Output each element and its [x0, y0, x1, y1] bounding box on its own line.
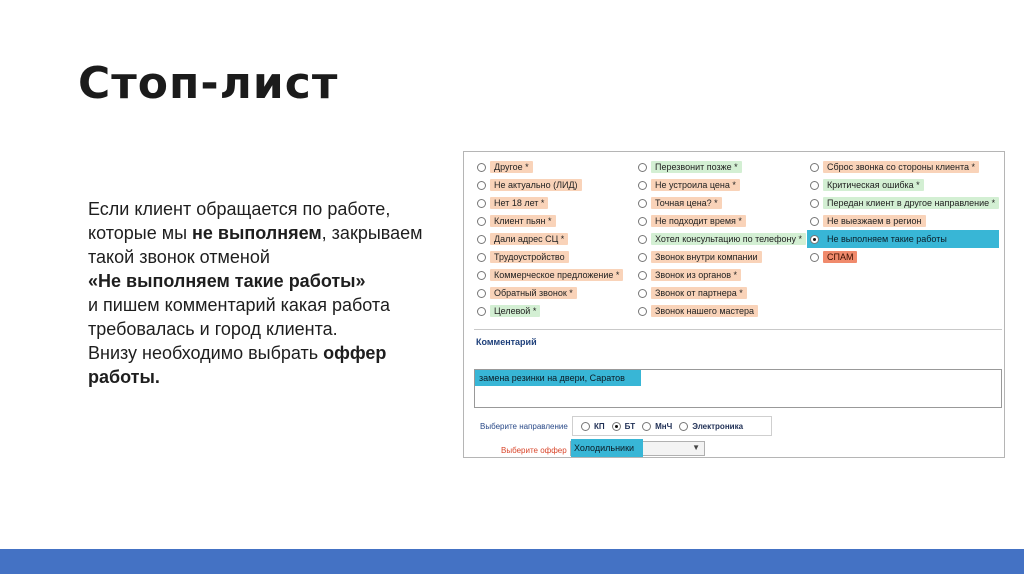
description-bold-part: «Не выполняем такие работы»	[88, 271, 366, 291]
description-paragraph-2	[88, 269, 448, 293]
call-result-option[interactable]	[638, 284, 806, 302]
radio-button-icon[interactable]	[642, 422, 651, 431]
option-label: Клиент пьян *	[490, 215, 556, 227]
bottom-accent-bar	[0, 549, 1024, 574]
option-label: Звонок из органов *	[651, 269, 741, 281]
option-label: Передан клиент в другое направление *	[823, 197, 999, 209]
option-label: Хотел консультацию по телефону *	[651, 233, 806, 245]
option-label: Коммерческое предложение *	[490, 269, 623, 281]
direction-option[interactable]	[612, 422, 635, 431]
description-bold-part: не выполняем	[192, 223, 322, 243]
comment-text: замена резинки на двери, Саратов	[475, 370, 641, 386]
radio-button-icon[interactable]	[810, 253, 819, 262]
radio-button-icon[interactable]	[638, 235, 647, 244]
call-result-option[interactable]	[638, 230, 806, 248]
chevron-down-icon[interactable]: ▼	[692, 443, 700, 452]
radio-button-icon[interactable]	[477, 163, 486, 172]
call-result-option[interactable]	[638, 302, 806, 320]
option-label: Трудоустройство	[490, 251, 569, 263]
call-result-option[interactable]	[477, 302, 623, 320]
radio-button-icon[interactable]	[810, 217, 819, 226]
options-column-2	[638, 158, 806, 320]
direction-option[interactable]	[642, 422, 672, 431]
option-label: Не актуально (ЛИД)	[490, 179, 582, 191]
option-label: Звонок внутри компании	[651, 251, 762, 263]
options-column-1	[477, 158, 623, 320]
description-text-part: Если клиент обращается по работе, которые мы	[88, 199, 391, 243]
call-result-option[interactable]	[638, 176, 806, 194]
call-result-option[interactable]	[810, 212, 999, 230]
radio-button-icon[interactable]	[638, 289, 647, 298]
radio-button-icon[interactable]	[477, 235, 486, 244]
call-result-option[interactable]	[638, 158, 806, 176]
options-column-3	[810, 158, 999, 266]
radio-button-icon[interactable]	[612, 422, 621, 431]
description-text-part: Внизу необходимо выбрать	[88, 343, 324, 363]
radio-button-icon[interactable]	[638, 271, 647, 280]
call-result-options	[474, 152, 1002, 330]
option-label: Другое *	[490, 161, 533, 173]
option-label: Не устроила цена *	[651, 179, 740, 191]
description-bold-part: оффер работы.	[88, 343, 387, 387]
call-result-option[interactable]	[810, 158, 999, 176]
call-result-option[interactable]	[477, 248, 623, 266]
radio-button-icon[interactable]	[810, 181, 819, 190]
option-label: Точная цена? *	[651, 197, 722, 209]
comment-textarea[interactable]	[474, 369, 1002, 408]
radio-button-icon[interactable]	[810, 163, 819, 172]
call-result-option[interactable]	[638, 248, 806, 266]
direction-option-label: Электроника	[692, 421, 744, 431]
radio-button-icon[interactable]	[679, 422, 688, 431]
call-result-option[interactable]	[638, 212, 806, 230]
offer-select[interactable]	[570, 441, 705, 456]
radio-button-icon[interactable]	[477, 289, 486, 298]
call-result-option[interactable]	[810, 176, 999, 194]
direction-option-label: БТ	[624, 421, 636, 431]
direction-radio-group	[572, 416, 772, 436]
call-result-option[interactable]	[477, 230, 623, 248]
radio-button-icon[interactable]	[810, 199, 819, 208]
option-label: Нет 18 лет *	[490, 197, 548, 209]
option-label: СПАМ	[823, 251, 857, 263]
call-result-option[interactable]	[638, 266, 806, 284]
slide-title: Стоп-лист	[78, 58, 339, 109]
call-result-option[interactable]	[477, 266, 623, 284]
direction-option-label: МнЧ	[655, 421, 673, 431]
call-result-option[interactable]	[477, 158, 623, 176]
option-label: Звонок от партнера *	[651, 287, 747, 299]
radio-button-icon[interactable]	[810, 235, 819, 244]
option-label: Не подходит время *	[651, 215, 746, 227]
call-result-option[interactable]	[810, 248, 999, 266]
call-result-option[interactable]	[477, 284, 623, 302]
description-text-part: , закрываем такой звонок отменой	[88, 223, 423, 267]
direction-option-label: КП	[594, 421, 605, 431]
option-label: Критическая ошибка *	[823, 179, 924, 191]
option-label: Обратный звонок *	[490, 287, 577, 299]
call-result-option[interactable]	[638, 194, 806, 212]
radio-button-icon[interactable]	[638, 217, 647, 226]
description-paragraph-4	[88, 341, 448, 389]
option-label: Звонок нашего мастера	[651, 305, 758, 317]
radio-button-icon[interactable]	[477, 307, 486, 316]
description-paragraph-1	[88, 197, 448, 269]
radio-button-icon[interactable]	[477, 199, 486, 208]
call-result-option[interactable]	[807, 230, 999, 248]
radio-button-icon[interactable]	[477, 217, 486, 226]
crm-call-result-panel	[463, 151, 1005, 458]
option-label: Не выезжаем в регион	[823, 215, 926, 227]
call-result-option[interactable]	[477, 212, 623, 230]
option-label: Перезвонит позже *	[651, 161, 742, 173]
direction-option[interactable]	[679, 422, 743, 431]
radio-button-icon[interactable]	[477, 181, 486, 190]
radio-button-icon[interactable]	[477, 253, 486, 262]
call-result-option[interactable]	[477, 194, 623, 212]
radio-button-icon[interactable]	[477, 271, 486, 280]
description-text	[88, 197, 448, 389]
radio-button-icon[interactable]	[638, 163, 647, 172]
option-label: Дали адрес СЦ *	[490, 233, 568, 245]
call-result-option[interactable]	[477, 176, 623, 194]
radio-button-icon[interactable]	[638, 307, 647, 316]
offer-selected-value: Холодильники	[571, 439, 643, 457]
option-label: Не выполняем такие работы	[827, 234, 947, 244]
option-label: Сброс звонка со стороны клиента *	[823, 161, 979, 173]
option-label: Целевой *	[490, 305, 540, 317]
direction-label: Выберите направление	[480, 422, 568, 431]
radio-button-icon[interactable]	[638, 199, 647, 208]
call-result-option[interactable]	[810, 194, 999, 212]
radio-button-icon[interactable]	[638, 253, 647, 262]
radio-button-icon[interactable]	[638, 181, 647, 190]
direction-option[interactable]	[581, 422, 605, 431]
offer-label: Выберите оффер	[501, 446, 567, 455]
radio-button-icon[interactable]	[581, 422, 590, 431]
comment-label: Комментарий	[476, 337, 537, 347]
description-paragraph-3: и пишем комментарий какая работа требовалась и город клиента.	[88, 295, 390, 339]
